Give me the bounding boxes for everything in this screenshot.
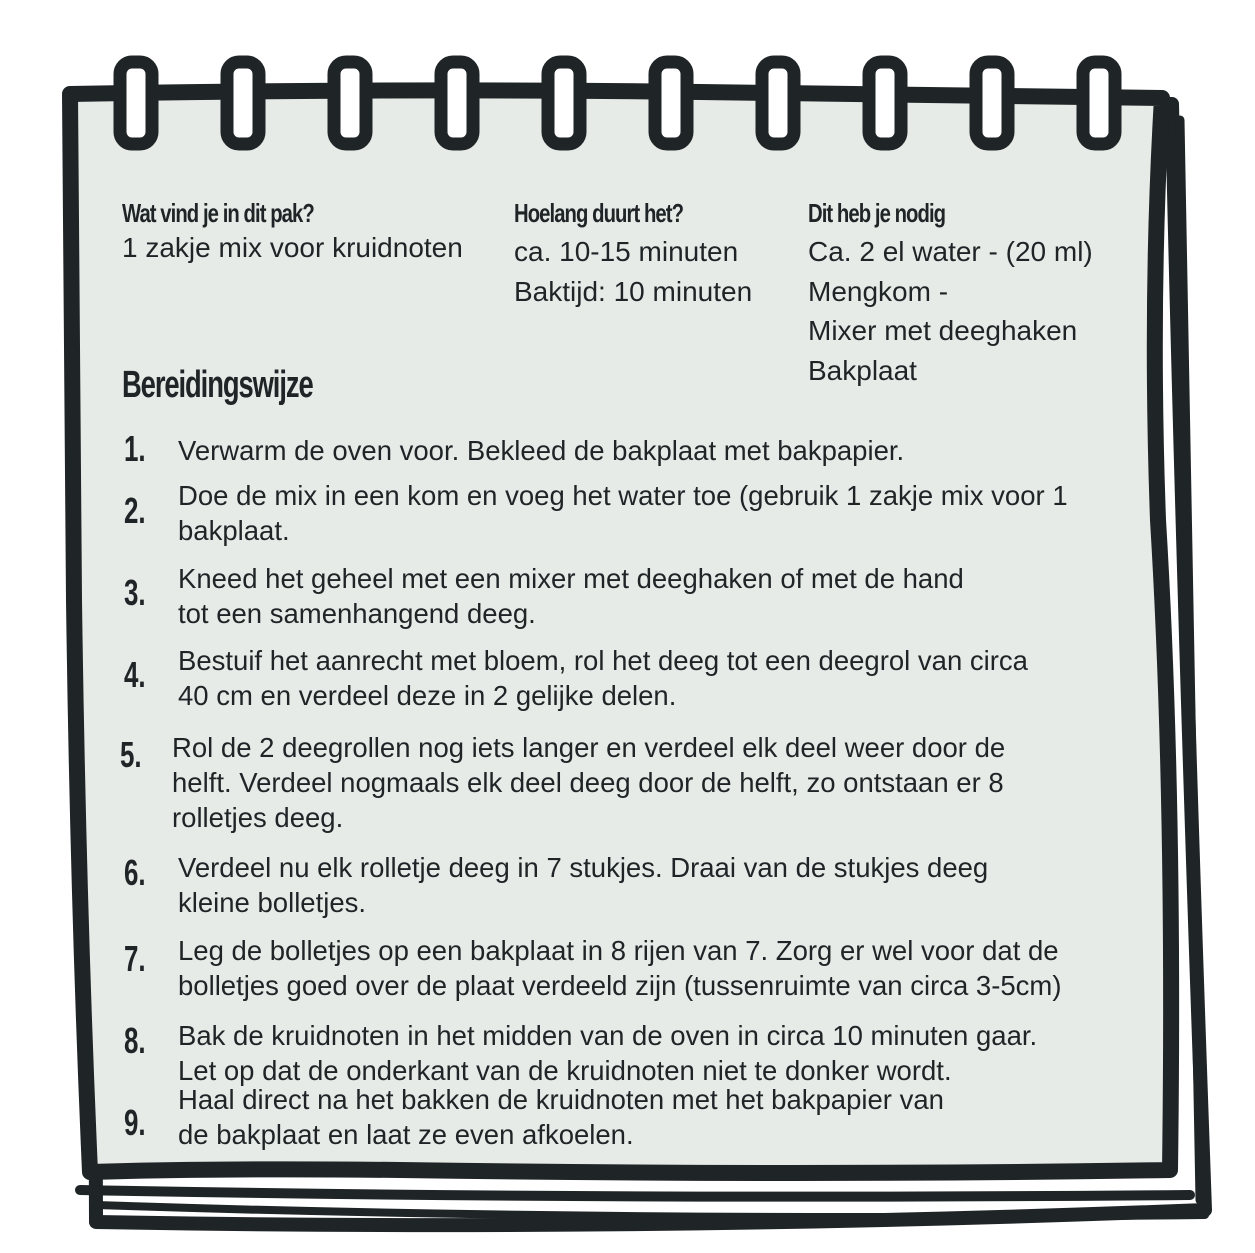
- spiral-ring-icon: [334, 62, 366, 144]
- step-text: [172, 730, 1005, 835]
- method-title: Bereidingswijze: [122, 364, 313, 406]
- step-number: 4.: [124, 654, 146, 695]
- step-number: 7.: [124, 938, 146, 979]
- spiral-ring-icon: [548, 62, 580, 144]
- spiral-ring-icon: [120, 62, 152, 144]
- step-number: 8.: [124, 1020, 146, 1061]
- step-line: Verwarm de oven voor. Bekleed de bakplaat met bakpapier.: [178, 435, 905, 466]
- step-line: Doe de mix in een kom en voeg het water toe (gebruik 1 zakje mix voor 1: [178, 480, 1068, 511]
- needs-line: Ca. 2 el water - (20 ml): [808, 236, 1093, 267]
- step-number: 2.: [124, 490, 146, 531]
- step-line: Verdeel nu elk rolletje deeg in 7 stukjes. Draai van de stukjes deeg: [178, 852, 989, 883]
- step-line: rolletjes deeg.: [172, 802, 344, 833]
- step-text: [178, 478, 1068, 548]
- spiral-ring-icon: [976, 62, 1008, 144]
- needs-line: Mengkom -: [808, 276, 949, 307]
- step-text: [178, 561, 964, 631]
- spiral-ring-icon: [762, 62, 794, 144]
- package-heading: Wat vind je in dit pak?: [122, 198, 314, 228]
- duration-heading: Hoelang duurt het?: [514, 198, 684, 228]
- step-text: [178, 433, 904, 468]
- needs-line: Bakplaat: [808, 355, 917, 386]
- step-line: Bak de kruidnoten in het midden van de oven in circa 10 minuten gaar.: [178, 1020, 1038, 1051]
- step-line: Kneed het geheel met een mixer met deeghaken of met de hand: [178, 563, 964, 594]
- duration-line: Baktijd: 10 minuten: [514, 276, 753, 307]
- step-text: [178, 933, 1062, 1003]
- spiral-ring-icon: [1083, 62, 1115, 144]
- step-text: [178, 643, 1028, 713]
- step-line: Leg de bolletjes op een bakplaat in 8 rijen van 7. Zorg er wel voor dat de: [178, 935, 1059, 966]
- step-number: 5.: [120, 734, 142, 775]
- step-line: Let op dat de onderkant van de kruidnoten niet te donker wordt.: [178, 1055, 952, 1086]
- spiral-ring-icon: [655, 62, 687, 144]
- step-line: tot een samenhangend deeg.: [178, 598, 536, 629]
- step-line: helft. Verdeel nogmaals elk deel deeg door de helft, zo ontstaan er 8: [172, 767, 1004, 798]
- step-text: [178, 1082, 944, 1152]
- step-line: de bakplaat en laat ze even afkoelen.: [178, 1119, 634, 1150]
- needs-heading: Dit heb je nodig: [808, 198, 946, 228]
- step-line: Haal direct na het bakken de kruidnoten met het bakpapier van: [178, 1084, 944, 1115]
- step-number: 9.: [124, 1102, 146, 1143]
- spiral-ring-icon: [441, 62, 473, 144]
- step-text: [178, 850, 988, 920]
- step-number: 6.: [124, 852, 146, 893]
- step-line: Bestuif het aanrecht met bloem, rol het deeg tot een deegrol van circa: [178, 645, 1028, 676]
- package-line: 1 zakje mix voor kruidnoten: [122, 232, 463, 263]
- step-number: 1.: [124, 428, 146, 469]
- step-line: Rol de 2 deegrollen nog iets langer en verdeel elk deel weer door de: [172, 732, 1006, 763]
- spiral-ring-icon: [869, 62, 901, 144]
- step-number: 3.: [124, 572, 146, 613]
- step-line: kleine bolletjes.: [178, 887, 367, 918]
- duration-line: ca. 10-15 minuten: [514, 236, 739, 267]
- step-line: 40 cm en verdeel deze in 2 gelijke delen.: [178, 680, 677, 711]
- step-text: [178, 1018, 1037, 1088]
- spiral-ring-icon: [227, 62, 259, 144]
- step-line: bolletjes goed over de plaat verdeeld zijn (tussenruimte van circa 3-5cm): [178, 970, 1062, 1001]
- needs-line: Mixer met deeghaken: [808, 315, 1078, 346]
- step-line: bakplaat.: [178, 515, 290, 546]
